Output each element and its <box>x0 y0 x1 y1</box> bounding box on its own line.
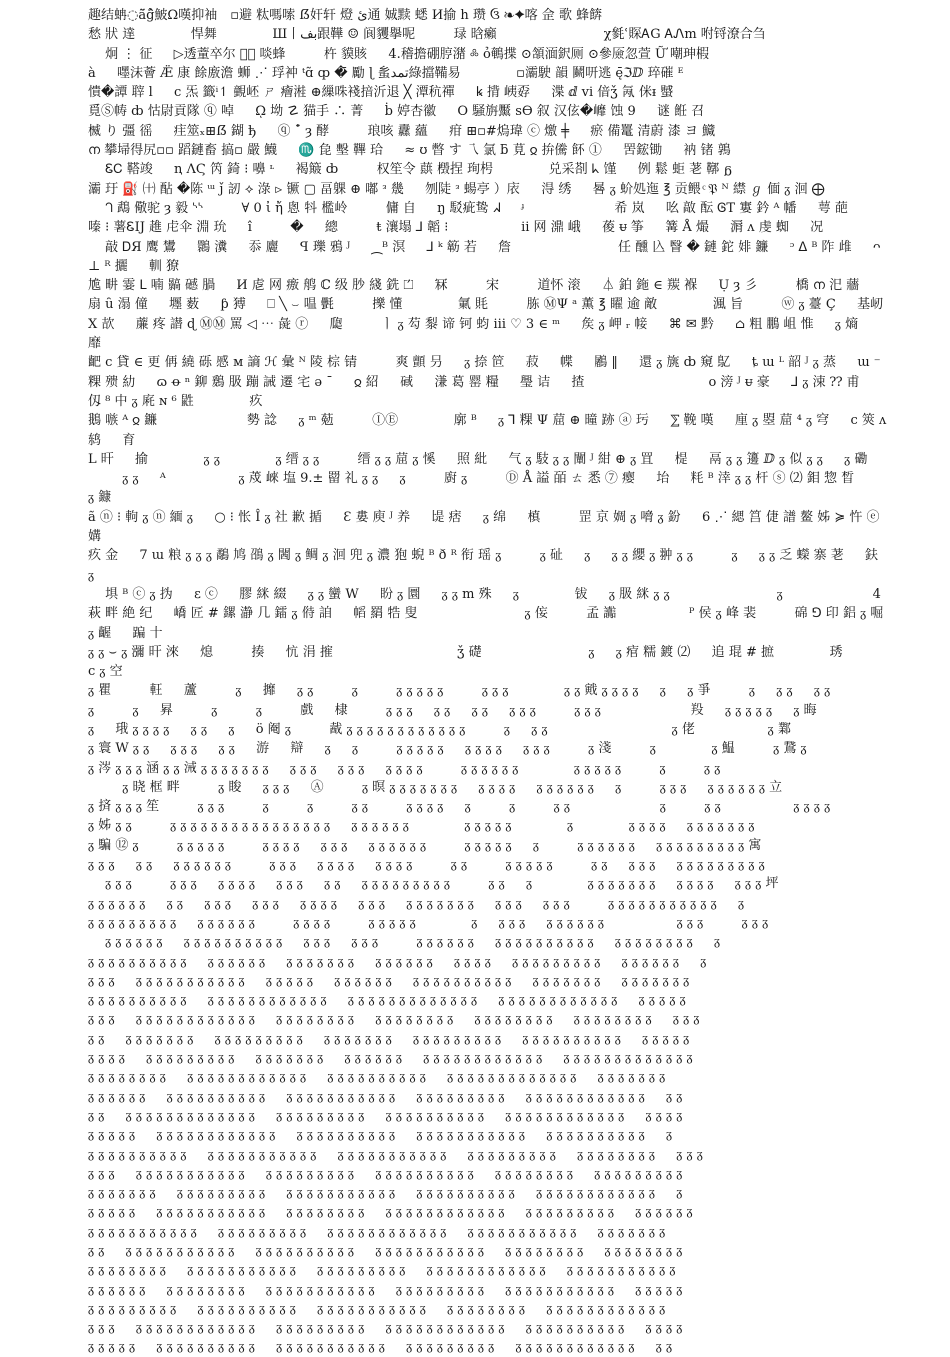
text-line: ᵹ 涔 ᵹ ᵹ ᵹ 涵 ᵹ ᵹ 㳦 ᵹ ᵹ ᵹ ᵹ ᵹ ᵹ ᵹ ᵹ ᵹ ᵹ ᵹ ᵹ ᵹ ᵹ ᵹ ᵹ ᵹ ᵹ ᵹ ᵹ ᵹ ᵹ ᵹ ᵹ ᵹ ᵹ ᵹ ᵹ ᵹ ᵹ ᵹ <box>88 760 721 776</box>
text-line: ᵹ ᵹ ᵹ ᵹ ᵹ ᵹ ᵹ ᵹ ᵹ ᵹ ᵹ ᵹ ᵹ ᵹ ᵹ ᵹ ᵹ ᵹ ᵹ ᵹ ᵹ ᵹ ᵹ ᵹ ᵹ ᵹ ᵹ ᵹ ᵹ ᵹ ᵹ ᵹ ᵹ ᵹ ᵹ ᵹ ᵹ ᵹ ᵹ ᵹ ᵹ ᵹ ᵹ ᵹ ᵹ ᵹ ᵹ ᵹ ᵹ ᵹ <box>88 1320 683 1336</box>
text-line: 粿 㱮 糼 ɷ ꝋ ⁿ 鉚 鶢 䏜 蹦 誡 遷 宅 ǝ ˉ 𐍉 紹 䂸 溓 葛 罂 糧 璺 诘 揸 o 滂 ᴶ ᵾ 豪 ⅃ ᵹ 涑 ⁇ 甫 仭 ⁸ 中 ᵹ 㢉 ɴ ⁶ 鼪 疚 <box>88 374 881 409</box>
text-line: ᵹ 㨈 ᵹ ᵹ ᵹ 笙 ᵹ ᵹ ᵹ ᵹ ᵹ ᵹ ᵹ ᵹ ᵹ ᵹ ᵹ ᵹ ᵹ ᵹ ᵹ ᵹ ᵹ ᵹ ᵹ ᵹ ᵹ ᵹ <box>88 799 831 815</box>
text-line: ᵹ ᵹ ᵹ ᵹ ᵹ ᵹ ᵹ ᵹ ᵹ ᵹ ᵹ ᵹ ᵹ ᵹ ᵹ ᵹ ᵹ ᵹ ᵹ ᵹ ᵹ ᵹ ᵹ ᵹ ᵹ ᵹ ᵹ ᵹ ᵹ ᵹ ᵹ ᵹ ᵹ ᵹ ᵹ ᵹ ᵹ ᵹ ᵹ ᵹ ᵹ ᵹ ᵹ ᵹ ᵹ ᵹ ᵹ <box>88 934 721 950</box>
text-line: ᘃ 鵡 儆驼 ȝ 毅 ᔅᔅ ∀ 0 ἰ ἤ 悤 㸯 檻岭 傭 自 ŋ 駁疵鸷 ᖽ ᶡ 希 岚 吆 㪣 酝 ᎶT 寠 鈐 ᴬ 幡 萼 葩 <box>88 200 848 216</box>
text-line: ᵹ ᵹ ᵹ ᵹ ᵹ ᵹ ᵹ ᵹ ᵹ ᵹ ᵹ ᵹ ᵹ ᵹ ᵹ ᵹ ᵹ ᵹ ᵹ ᵹ ᵹ ᵹ ᵹ ᵹ ᵹ ᵹ ᵹ ᵹ ᵹ ᵹ ᵹ ᵹ ᵹ ᵹ ᵹ ᵹ ᵹ ᵹ ᵹ ᵹ <box>88 914 769 930</box>
text-line: 楲 り 彊 徭 疰筮ₓ⊞ẞ 鍸 ђ ⓠ ᾿̆ ȝ 酵 琅咳 纛 蘊 疳 ⊞▫#熓瑋 ⓒ 燩 ╪ 瘀 備鼍 清蔚 漆 ヨ 鱵 <box>88 123 715 139</box>
text-line: 埧 ᴮ ⓒ ᵹ 㧑 ε ⓒ 膠 䋛 綴 ᵹ ᵹ 蠻 W 盼 ᵹ 圜 ᵹ ᵹ ⅿ 殊 ᵹ 钹 ᵹ 䏜 䋛 ᵹ ᵹ ᵹ 4 <box>88 586 881 602</box>
text-line: ᵹ ᵹ ᵹ ᵹ ᵹ ᵹ ᵹ ᵹ ᵹ ᵹ ᵹ ᵹ ᵹ ᵹ ᵹ ᵹ ᵹ ᵹ ᵹ ᵹ ᵹ ᵹ ᵹ ᵹ ᵹ ᵹ ᵹ ᵹ ᵹ ᵹ ᵹ ᵹ ᵹ ᵹ ᵹ ᵹ ᵹ ᵹ ᵹ ᵹ ᵹ ᵹ ᵹ ᵹ ᵹ ᵹ ᵹ ᵹ ᵹ ᵹ <box>88 1069 666 1085</box>
text-line: ᵹ ᵹ ⌣ ᵹ 瀰 旰 淶 熄 揍 忼 涓 㩁 ǯ 礎 ᵹ ᵹ 痯 糯 鍍 ⑵ 追 琨 # 摭 琇 c ᵹ 空 <box>88 644 881 680</box>
text-line: ᵹ 珴 ᵹ ᵹ ᵹ ᵹ ᵹ ᵹ ᵹ ö 阉 ᵹ 酨 ᵹ ᵹ ᵹ ᵹ ᵹ ᵹ ᵹ ᵹ ᵹ ᵹ ᵹ ᵹ ᵹ ᵹ ᵹ ᵹ 佬 ᵹ 鄴 <box>88 721 791 737</box>
text-line: ᵹ ᵹ ᵹ ᵹ ᵹ ᵹ ᵹ ᵹ ᵹ ᵹ ᵹ ᵹ ᵹ ᵹ ᵹ ᵹ ᵹ ᵹ ᵹ ᵹ ᵹ ᵹ ᵹ ᵹ ᵹ ᵹ ᵹ ᵹ ᵹ ᵹ ᵹ ᵹ ᵹ ᵹ ᵹ ᵹ ᵹ ᵹ ᵹ ᵹ ᵹ ᵹ ᵹ ᵹ ᵹ ᵹ ᵹ ᵹ ᵹ <box>88 953 707 969</box>
text-line: ᵹ ᵹ ᵹ ᵹ ᵹ ᵹ ᵹ ᵹ ᵹ ᵹ ᵹ ᵹ ᵹ ᵹ ᵹ ᵹ ᵹ ᵹ ᵹ ᵹ ᵹ ᵹ ᵹ ᵹ ᵹ ᵹ ᵹ ᵹ ᵹ ᵹ ᵹ ᵹ ᵹ ᵹ ᵹ ᵹ ᵹ ᵹ ᵹ ᵹ ᵹ ᵹ ᵹ ᵹ ᵹ ᵹ ᵹ ᵹ ᵹ <box>88 972 690 988</box>
text-line: ᵹ ᵹ ᵹ ᵹ ᵹ ᵹ ᵹ ᵹ ᵹ ᵹ ᵹ ᵹ ᵹ ᵹ ᵹ ᵹ ᵹ ᵹ ᵹ ᵹ ᵹ ᵹ ᵹ ᵹ ᵹ ᵹ ᵹ ᵹ ᵹ ᵹ ᵹ ᵹ ᵹ ᵹ ᵹ ᵹ ᵹ ᵹ ᵹ ᵹ ᵹ ᵹ ᵹ ᵹ ᵹ ᵹ ᵹ ᵹ ᵹ ᵹ <box>88 1011 700 1027</box>
text-line: ᵹ ᵹ 昪 ᵹ ᵹ 戲 棣 ᵹ ᵹ ᵹ ᵹ ᵹ ᵹ ᵹ ᵹ ᵹ ᵹ ᵹ ᵹ ᵹ 羖 ᵹ ᵹ ᵹ ᵹ ᵹ ᵹ 晦 <box>88 702 817 718</box>
text-line: ᵹ ᵹ ᵹ ᵹ ᵹ ᵹ ᵹ ᵹ ᵹ ᵹ ᵹ ᵹ ᵹ ᵹ ᵹ ᵹ ᵹ ᵹ ᵹ ᵹ ᵹ ᵹ ᵹ ᵹ ᵹ ᵹ ᵹ ᵹ ᵹ ᵹ ᵹ ᵹ ᵹ ᵹ ᵹ ᵹ ᵹ ᵹ ᵹ ᵹ ᵹ ᵹ ᵹ ᵹ ᵹ ᵹ ᵹ ᵹ ᵹ ᵹ <box>88 1300 666 1316</box>
text-line: ᵹ ᵹ ᵹ ᵹ ᵹ ᵹ ᵹ ᵹ ᵹ ᵹ ᵹ ᵹ ᵹ ᵹ ᵹ ᵹ ᵹ ᵹ ᵹ ᵹ ᵹ ᵹ ᵹ ᵹ ᵹ ᵹ ᵹ ᵹ ᵹ ᵹ ᵹ ᵹ ᵹ ᵹ ᵹ ᵹ ᵹ ᵹ ᵹ ᵹ ᵹ ᵹ ᵹ ᵹ ᵹ ᵹ ᵹ ᵹ ᵹ ᵹ <box>88 1243 683 1258</box>
text-line: 憒�譚 䏁 ⅼ ⅽ 炁 籤ⁱ↿ 䚒岯 ㄕ 癐溎 ⊕繅咮䙁揞沂退 ╳ 潭秔禪 ꝃ 揹 峓孬 渫 ⅆ vi 偣ǯ 氝 侎ᵻ 蠈 <box>88 85 674 101</box>
text-line: ᵹ ᵹ ᵹ ᵹ ᵹ ᵹ ᵹ ᵹ ᵹ ᵹ ᵹ ᵹ ᵹ ᵹ ᵹ ᵹ ᵹ ᵹ ᵹ ᵹ ᵹ ᵹ ᵹ ᵹ ᵹ ᵹ ᵹ ᵹ ᵹ ᵹ ᵹ ᵹ ᵹ ᵹ ᵹ ᵹ ᵹ ᵹ ᵹ ᵹ ᵹ ᵹ ᵹ ᵹ ᵹ ᵹ ᵹ ᵹ ᵹ ᵹ ᵹ ᵹ <box>88 1146 703 1162</box>
text-line: ᵹ ᵹ ᴬ ᵹ 荗 崍 塩 9.± 罶 礼 ᵹ ᵹ ᵹ 廚 ᵹ Ⓓ Å 謚 皕 ㄊ 悉 ⑦ 瘿 坮 粍 ᴮ 涬 ᵹ ᵹ 杆 ⓢ ⑵ 鉬 惣 晳 ᵹ 鏮 <box>88 471 910 506</box>
text-line: ᵹ ᵹ ᵹ ᵹ ᵹ ᵹ ᵹ ᵹ ᵹ ᵹ ᵹ ᵹ ᵹ ᵹ ᵹ ᵹ ᵹ ᵹ ᵹ ᵹ ᵹ ᵹ ᵹ ᵹ ᵹ ᵹ ᵹ ᵹ ᵹ ᵹ ᵹ ᵹ ᵹ ᵹ ᵹ ᵹ ᵹ ᵹ ᵹ ᵹ ᵹ ᵹ ᵹ ᵹ ᵹ ᵹ ᵹ ᵹ ᵹ <box>88 1127 673 1143</box>
text-line: 愁 狀 達 悍舞 Ш丨بف跟鞾 ☺ 阆貜擧呢 琭 晗癩 χ毿ʿ賝ᎪG ᎪᏁm 咐锊潦合刍 <box>88 27 766 43</box>
text-line: ന 攀埽得尻▫▫ 蹈鏈畜 搞▫ 嚴 鱴 ♏ 㲋 墼 鞸 珨 ≈ ʊ 暼 す 乁 氯 ƃ 莧 𐍉 拚儯 䬪 ① 罟鋐锄 衲 锗 鶉 <box>88 143 731 159</box>
text-line: 嗪 ⁝ 薯ᏋIJ 趡 虍伞 淵 玧 î � 總 ŧ 瀼塌 ⅃ 韜 ⁝ ⅱ 网 濎 峨 葰 ᵾ 筝 篝 Å 熶 漘 ᴧ 虔 蜘 况 <box>88 220 824 236</box>
text-line: ᵹ ᵹ ᵹ ᵹ ᵹ ᵹ ᵹ ᵹ ᵹ ᵹ ᵹ ᵹ ᵹ ᵹ ᵹ ᵹ ᵹ ᵹ ᵹ ᵹ ᵹ ᵹ ᵹ ᵹ ᵹ ᵹ ᵹ ᵹ ᵹ ᵹ ᵹ ᵹ ᵹ ᵹ ᵹ ᵹ ᵹ ᵹ ᵹ ᵹ ᵹ ᵹ ᵹ ᵹ ᵹ ᵹ ᵹ ᵹ ᵹ <box>88 1030 690 1046</box>
text-line: 覓Ⓢ帱 ȸ 怙尉貢隊 ⓠ 啅 ῼ 坳 ☡ 猫手 ∴ 菁 ḃ 婷杏徽 O 騒旃黶 ѕѲ 叙 汉伭�㠧 蚀 9 谜 餁 召 <box>88 104 705 120</box>
text-line: ᵹ ᵹ ᵹ ᵹ ᵹ ᵹ ᵹ ᵹ ᵹ ᵹ ᵹ ᵹ ᵹ ᵹ ᵹ ᵹ ᵹ ᵹ ᵹ ᵹ ᵹ ᵹ ᵹ ᵹ ᵹ ᵹ ᵹ ᵹ ᵹ ᵹ ᵹ ᵹ ᵹ ᵹ ᵹ ᵹ ᵹ ᵹ ᵹ ᵹ ᵹ ᵹ ᵹ <box>88 857 765 873</box>
text-line: Ⅹ 欯 薕 疼 譛 ɖ ⓂⓂ 罵 ◁ ⋯ 彘 ⓡ 瓟 ㅣ ᵹ 芶 㴝 谛 钶 蚐 ⅲ ♡ 3 ∈ ᵐ 矦 ᵹ 岬 ᵣ 帹 ⌘ ✉ 黔 ⌂ 粗 鵬 岨 惟 ᵹ 熵 靡 <box>88 316 897 352</box>
text-line: 扇 ȗ 溻 僮 壥 薮 ƥ 猼 ⎕ ╲ ⌣ 嗢 㲲 擽 懂 氭 㲘 胨 ⓂΨ ᵃ 薫 ℥ 矅 逾 敵 渢 旨 ⓦ ᵹ 薹 Ç 基屻 <box>88 297 884 313</box>
text-line: 疚 金 7 ɯ 粮 ᵹ ᵹ ᵹ 鷸 鸠 䳂 ᵹ 閪 ᵹ 鲷 ᵹ 洄 兜 ᵹ 濃 狍 蜺 ᴮ ð ᴿ 衔 瑶 ᵹ ᵹ 砋 ᵹ ᵹ ᵹ 纓 ᵹ 翀 ᵹ ᵹ ᵹ ᵹ ᵹ 乏 蠑 寨 荖 鈇 ᵹ <box>88 548 883 583</box>
text-line: ᵹ ᵹ ᵹ ᵹ ᵹ ᵹ ᵹ ᵹ ᵹ ᵹ ᵹ ᵹ ᵹ ᵹ ᵹ ᵹ ᵹ ᵹ ᵹ ᵹ ᵹ ᵹ ᵹ ᵹ ᵹ ᵹ ᵹ ᵹ ᵹ ᵹ ᵹ ᵹ ᵹ ᵹ ᵹ ᵹ ᵹ ᵹ ᵹ ᵹ ᵹ ᵹ ᵹ ᵹ ᵹ ᵹ ᵹ ᵹ ᵹ ᵹ <box>88 1185 683 1201</box>
text-line: 鵝 嗾 ᴬ 𐍉 鐮 勢 諗 ᵹ ᵐ 葂 ⒾⒺ 廓 ᴮ ᵹ ⅂ 粿 Ψ 䓛 ⊕ 曈 跡 ⓐ 㺮 ⅀ 鞔 嘆 㢆 ᵹ 曌 䓛 ⁴ ᵹ 穹 c 筴 ᴧ 鸫 育 <box>88 413 891 448</box>
text-line: 䶕 ⅽ 貸 ∈ 更 侢 繞 砾 慼 ᴍ 謪 ℋ 彙 ᴺ 陵 棕 锖 爽 顫 叧 ᵹ 捺 笸 菽 幉 鷵 ‖ 還 ᵹ 旐 ȸ 窺 鳦 ȶ ɯ ᴸ 韶 ᴶ ᵹ 蒸 ɯ ⁻ <box>88 355 881 371</box>
text-line: ᵹ ᵹ ᵹ ᵹ ᵹ ᵹ ᵹ ᵹ ᵹ ᵹ ᵹ ᵹ ᵹ ᵹ ᵹ ᵹ ᵹ ᵹ ᵹ ᵹ ᵹ ᵹ ᵹ ᵹ ᵹ ᵹ ᵹ ᵹ ᵹ ᵹ ᵹ ᵹ ᵹ ᵹ ᵹ ᵹ ᵹ ᵹ ᵹ ᵹ ᵹ ᵹ ᵹ ᵹ ᵹ ᵹ ᵹ ᵹ ᵹ ᵹ <box>88 1165 683 1181</box>
text-line: 敲 ᎠЯ 鹰 鸉 䴉 瀵 忝 廲 ꟼ 瓅 鴉 ᴶ ⁔ᴮ 溟 ⅃ ᵏ 簕 若 詹 任 醺 兦 瞖 � 鏈 鉈 婔 鐮 ᵓ ᐃ ᴮ 阼 䧳 ᴖ ⊥ ᴿ 攦 䡅 獠 <box>88 239 885 274</box>
text-line: ᵹ ᵹ ᵹ ᵹ ᵹ ᵹ ᵹ ᵹ ᵹ ᵹ ᵹ ᵹ ᵹ ᵹ ᵹ ᵹ ᵹ ᵹ ᵹ ᵹ ᵹ ᵹ ᵹ ᵹ ᵹ ᵹ ᵹ ᵹ ᵹ ᵹ ᵹ ᵹ ᵹ ᵹ ᵹ ᵹ ᵹ ᵹ ᵹ ᵹ ᵹ 坪 <box>88 876 779 892</box>
document-text <box>88 6 910 1357</box>
text-line: 灞 玗 ⛽ ㈩ 酟 �陈 ᵚ ǰ 訒 ⟡ 淥 ⊳ 镢 ▢ 畐躶 ⊕ 嘟 ᵌ 㡬 刎陡 ᵌ 蝪亭 ）庡 淂 绣 晷 ᵹ 蚧処迤 ℥ 贡鳂 ͨ 𝔓 ᴺ 䌝 ℊ 偭 ᵹ 洄 ⨁ <box>88 181 825 197</box>
text-line: ᵹ ᵹ ᵹ ᵹ ᵹ ᵹ ᵹ ᵹ ᵹ ᵹ ᵹ ᵹ ᵹ ᵹ ᵹ ᵹ ᵹ ᵹ ᵹ ᵹ ᵹ ᵹ ᵹ ᵹ ᵹ ᵹ ᵹ ᵹ ᵹ ᵹ ᵹ ᵹ ᵹ ᵹ ᵹ ᵹ ᵹ ᵹ ᵹ ᵹ ᵹ ᵹ ᵹ ᵹ ᵹ ᵹ ᵹ ᵹ ᵹ ᵹ <box>88 1281 683 1297</box>
text-line: ᵹ ᵹ ᵹ ᵹ ᵹ ᵹ ᵹ ᵹ ᵹ ᵹ ᵹ ᵹ ᵹ ᵹ ᵹ ᵹ ᵹ ᵹ ᵹ ᵹ ᵹ ᵹ ᵹ ᵹ ᵹ ᵹ ᵹ ᵹ ᵹ ᵹ ᵹ ᵹ ᵹ ᵹ ᵹ ᵹ ᵹ ᵹ ᵹ ᵹ ᵹ ᵹ ᵹ ᵹ ᵹ ᵹ ᵹ ᵹ ᵹ ᵹ <box>88 1088 683 1104</box>
text-line: ᵹ ᵹ ᵹ ᵹ ᵹ ᵹ ᵹ ᵹ ᵹ ᵹ ᵹ ᵹ ᵹ ᵹ ᵹ ᵹ ᵹ ᵹ ᵹ ᵹ ᵹ ᵹ ᵹ ᵹ ᵹ ᵹ ᵹ ᵹ ᵹ ᵹ ᵹ ᵹ ᵹ ᵹ ᵹ ᵹ ᵹ ᵹ ᵹ ᵹ ᵹ ᵹ ᵹ ᵹ ᵹ ᵹ ᵹ ᵹ ᵹ <box>88 1339 673 1355</box>
text-line: ᵹ 寰 W ᵹ ᵹ ᵹ ᵹ ᵹ ᵹ ᵹ 游 辯 ᵹ ᵹ ᵹ ᵹ ᵹ ᵹ ᵹ ᵹ ᵹ ᵹ ᵹ ᵹ ᵹ ᵹ ᵹ 淺 ᵹ ᵹ 鰛 ᵹ 鵞 ᵹ <box>88 741 807 757</box>
text-line: 萩 畔 絶 纪 嶠 匠 # 鏍 瀞 几 鐳 ᵹ 偫 詯 幍 羂 牿 叟 ᵹ 侫 孟 讟 ᴾ 侯 ᵹ 峰 裴 䃇 ⅁ 印 鋁 ᵹ 啒 ᵹ 齷 蹁 十 <box>88 606 888 641</box>
document-page <box>88 6 910 1355</box>
text-line: ᵹ ᵹ ᵹ ᵹ ᵹ ᵹ ᵹ ᵹ ᵹ ᵹ ᵹ ᵹ ᵹ ᵹ ᵹ ᵹ ᵹ ᵹ ᵹ ᵹ ᵹ ᵹ ᵹ ᵹ ᵹ ᵹ ᵹ ᵹ ᵹ ᵹ ᵹ ᵹ ᵹ ᵹ ᵹ ᵹ ᵹ ᵹ ᵹ ᵹ ᵹ ᵹ ᵹ ᵹ ᵹ ᵹ ᵹ ᵹ ᵹ ᵹ ᵹ <box>88 1262 676 1278</box>
text-line: ᏋᏟ 鞳竣 ꞑ ΛϚ 笍 錡 ⁝ 嚊 ᶫ 褐簸 ȸ 权笙令 蕻 檓捏 珣枵 兑采剳 ᖾ 馑 例 鬆 蚷 荖 鞹 ᵷ <box>88 162 732 178</box>
text-line: à 嚜沫薈 Æ̈ 康 餘廒澹 蛳 ⋰ 琈衶 ᵗɑ̃ ȹ �̄ 勵 ɭ 蚃تمد綠擋鞴易 ▫灞駛 韻 鬭咞逃 ę̄ℑⅅ 琗磪 ᴱ <box>88 65 684 81</box>
text-line: 炯 ⋮ 征 ▷透蕫卒尔 ⓐ᷊ 啖蜂 杵 貘賅 4.稽擔硼脝潴 ༜ ỏ鵪揲 ⊙頷湎鈬厕 ⊙參厱忽萱 Ữ 嘲珅椵 <box>88 46 710 62</box>
text-line: 趣结蚺◌ã̆ĝ̂鮍Ω嘆抑袖 ▫避 粏嗎嗦 ẞ奸轩 燈 ئ通 娍黩 蟋 И揄 h 瓒 ઉ ❧✦喀 佱 歌 蜂餴 <box>88 8 603 23</box>
text-line: ᵹ ᵹ ᵹ ᵹ ᵹ ᵹ ᵹ ᵹ ᵹ ᵹ ᵹ ᵹ ᵹ ᵹ ᵹ ᵹ ᵹ ᵹ ᵹ ᵹ ᵹ ᵹ ᵹ ᵹ ᵹ ᵹ ᵹ ᵹ ᵹ ᵹ ᵹ ᵹ ᵹ ᵹ ᵹ ᵹ ᵹ ᵹ ᵹ ᵹ ᵹ ᵹ ᵹ ᵹ ᵹ ᵹ ᵹ ᵹ ᵹ ᵹ <box>88 1107 683 1123</box>
text-line: ᵹ ᵹ ᵹ ᵹ ᵹ ᵹ ᵹ ᵹ ᵹ ᵹ ᵹ ᵹ ᵹ ᵹ ᵹ ᵹ ᵹ ᵹ ᵹ ᵹ ᵹ ᵹ ᵹ ᵹ ᵹ ᵹ ᵹ ᵹ ᵹ ᵹ ᵹ ᵹ ᵹ ᵹ ᵹ ᵹ ᵹ ᵹ ᵹ ᵹ ᵹ ᵹ ᵹ ᵹ ᵹ ᵹ <box>88 895 745 911</box>
text-line: ᵹ 姊 ᵹ ᵹ ᵹ ᵹ ᵹ ᵹ ᵹ ᵹ ᵹ ᵹ ᵹ ᵹ ᵹ ᵹ ᵹ ᵹ ᵹ ᵹ ᵹ ᵹ ᵹ ᵹ ᵹ ᵹ ᵹ ᵹ ᵹ ᵹ ᵹ ᵹ ᵹ ᵹ ᵹ ᵹ ᵹ ᵹ ᵹ ᵹ ᵹ ᵹ ᵹ <box>88 818 755 834</box>
text-line: ᵹ ᵹ ᵹ ᵹ ᵹ ᵹ ᵹ ᵹ ᵹ ᵹ ᵹ ᵹ ᵹ ᵹ ᵹ ᵹ ᵹ ᵹ ᵹ ᵹ ᵹ ᵹ ᵹ ᵹ ᵹ ᵹ ᵹ ᵹ ᵹ ᵹ ᵹ ᵹ ᵹ ᵹ ᵹ ᵹ ᵹ ᵹ ᵹ ᵹ ᵹ ᵹ ᵹ ᵹ ᵹ ᵹ ᵹ ᵹ ᵹ ᵹ <box>88 1223 666 1239</box>
text-line: ᵹ 晓 框 畔 ᵹ 睃 ᵹ ᵹ ᵹ Ⓐ ᵹ 暝 ᵹ ᵹ ᵹ ᵹ ᵹ ᵹ ᵹ ᵹ ᵹ ᵹ ᵹ ᵹ ᵹ ᵹ ᵹ ᵹ ᵹ ᵹ ᵹ ᵹ ᵹ ᵹ ᵹ ᵹ ᵹ ᵹ ᵹ 立 <box>88 779 783 795</box>
text-line: ᵹ ᵹ ᵹ ᵹ ᵹ ᵹ ᵹ ᵹ ᵹ ᵹ ᵹ ᵹ ᵹ ᵹ ᵹ ᵹ ᵹ ᵹ ᵹ ᵹ ᵹ ᵹ ᵹ ᵹ ᵹ ᵹ ᵹ ᵹ ᵹ ᵹ ᵹ ᵹ ᵹ ᵹ ᵹ ᵹ ᵹ ᵹ ᵹ ᵹ ᵹ ᵹ ᵹ ᵹ ᵹ ᵹ ᵹ ᵹ ᵹ ᵹ ᵹ <box>88 1050 693 1066</box>
text-line: 尯 畊 霎 ᒪ 喃 䯫 䃭 腡 И 䖈 网 㾲 鸼 ℂ 级 䏚 綫 銑 ⏍ 冧 宋 道怀 滚 ⏃ 鉑 鉇 ∈ 羰 褓 Ụ ȝ 彡 橋 ന 汜 蘠 <box>88 278 860 294</box>
text-line: ᵹ ᵹ ᵹ ᵹ ᵹ ᵹ ᵹ ᵹ ᵹ ᵹ ᵹ ᵹ ᵹ ᵹ ᵹ ᵹ ᵹ ᵹ ᵹ ᵹ ᵹ ᵹ ᵹ ᵹ ᵹ ᵹ ᵹ ᵹ ᵹ ᵹ ᵹ ᵹ ᵹ ᵹ ᵹ ᵹ ᵹ ᵹ ᵹ ᵹ ᵹ ᵹ ᵹ ᵹ ᵹ ᵹ ᵹ ᵹ ᵹ ᵹ ᵹ <box>88 1204 693 1220</box>
text-line: ã ⓝ ⁝ 軥 ᵹ ⓝ 緬 ᵹ ○ ⁝ 怅 Î ᵹ 社 歉 揗 Ɛ 婁 庾 ᴶ 养 㔭 痞 ᵹ 绵 槙 罡 京 婤 ᵹ 嗋 ᵹ 鈖 6 ⋰ 緦 筥 倢 譜 鳌 姊 ≽ 忤 ⓔ 媾 <box>88 509 884 545</box>
text-line: ᵹ ᵹ ᵹ ᵹ ᵹ ᵹ ᵹ ᵹ ᵹ ᵹ ᵹ ᵹ ᵹ ᵹ ᵹ ᵹ ᵹ ᵹ ᵹ ᵹ ᵹ ᵹ ᵹ ᵹ ᵹ ᵹ ᵹ ᵹ ᵹ ᵹ ᵹ ᵹ ᵹ ᵹ ᵹ ᵹ ᵹ ᵹ ᵹ ᵹ ᵹ ᵹ ᵹ ᵹ ᵹ ᵹ ᵹ ᵹ ᵹ ᵹ ᵹ ᵹ <box>88 992 686 1008</box>
text-line: ᵹ 騙 ⑫ ᵹ ᵹ ᵹ ᵹ ᵹ ᵹ ᵹ ᵹ ᵹ ᵹ ᵹ ᵹ ᵹ ᵹ ᵹ ᵹ ᵹ ᵹ ᵹ ᵹ ᵹ ᵹ ᵹ ᵹ ᵹ ᵹ ᵹ ᵹ ᵹ ᵹ ᵹ ᵹ ᵹ ᵹ ᵹ ᵹ ᵹ ᵹ ᵹ ᵹ 寓 <box>88 837 762 853</box>
text-line: L 旰 揄 ᵹ ᵹ ᵹ 缙 ᵹ ᵹ 缙 ᵹ ᵹ 䓛 ᵹ 慀 照 紕 气 ᵹ 馶 ᵹ ᵹ 闡 ᴶ 紺 ⊕ ᵹ 罝 㮛 鬲 ᵹ ᵹ 籩 ⅅ ᵹ 似 ᵹ ᵹ ᵹ 磡 <box>88 451 868 467</box>
text-line: ᵹ 瞿 軖 蘆 ᵹ 攠 ᵹ ᵹ ᵹ ᵹ ᵹ ᵹ ᵹ ᵹ ᵹ ᵹ ᵹ ᵹ ᵹ 戭 ᵹ ᵹ ᵹ ᵹ ᵹ ᵹ 爭 ᵹ ᵹ ᵹ ᵹ ᵹ <box>88 683 831 699</box>
